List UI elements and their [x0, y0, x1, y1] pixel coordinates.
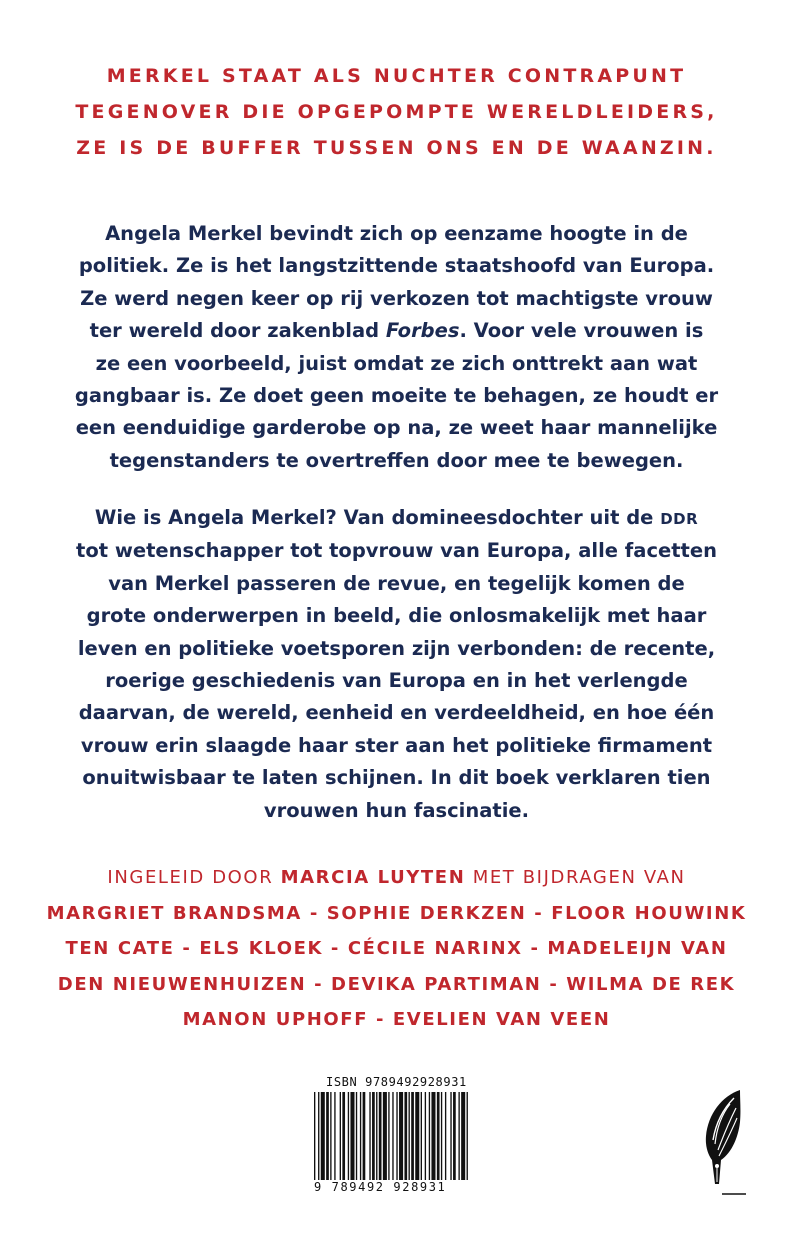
text-line: gangbaar is. Ze doet geen moeite te behagen, ze houdt er	[74, 384, 719, 408]
text-line: vrouwen hun fascinatie.	[263, 798, 530, 822]
barcode-digits: 9 789492 928931	[314, 1180, 447, 1194]
magazine-title: Forbes	[385, 319, 460, 343]
text-segment: . Voor vele vrouwen is	[459, 319, 704, 343]
text-line: roerige geschiedenis van Europa en in het verlengde	[105, 669, 688, 693]
text-line: vrouw erin slaagde haar ster aan het politieke firmament	[80, 733, 713, 757]
pull-quote-line: ZE IS DE BUFFER TUSSEN ONS EN DE WAANZIN.	[76, 137, 717, 159]
text-line	[0, 502, 793, 535]
text-line: politiek. Ze is het langstzittende staatshoofd van Europa.	[78, 254, 715, 278]
text-line: ze een voorbeeld, juist omdat ze zich onttrekt aan wat	[95, 351, 698, 375]
text-line: tot wetenschapper tot topvrouw van Europa, alle facetten	[76, 539, 717, 563]
blurb-paragraph-1	[0, 218, 793, 477]
contributors-line: TEN CATE - ELS KLOEK - CÉCILE NARINX - MADELEIJN VAN	[65, 938, 728, 959]
contributors-credits	[0, 860, 793, 1038]
text-line: tegenstanders te overtreffen door mee te bewegen.	[109, 448, 684, 472]
text-line: een eenduidige garderobe op na, ze weet haar mannelijke	[75, 416, 718, 440]
contributors-line: MANON UPHOFF - EVELIEN VAN VEEN	[182, 1009, 611, 1030]
text-line: van Merkel passeren de revue, en tegelijk komen de	[108, 571, 685, 595]
pull-quote-line: TEGENOVER DIE OPGEPOMPTE WERELDLEIDERS,	[75, 101, 718, 123]
credits-intro-text: MET BIJDRAGEN VAN	[465, 867, 686, 888]
credits-intro-line	[0, 860, 793, 896]
isbn-barcode	[310, 1078, 472, 1196]
credits-intro-text: INGELEID DOOR	[107, 867, 281, 888]
text-segment: ter wereld door zakenblad	[89, 319, 386, 343]
text-line	[0, 315, 793, 347]
blurb-paragraph-2	[0, 502, 793, 827]
quill-pen-nib-icon	[700, 1088, 750, 1198]
text-line: Ze werd negen keer op rij verkozen tot machtigste vrouw	[80, 286, 713, 310]
isbn-label: ISBN 9789492928931	[326, 1075, 467, 1089]
pull-quote	[0, 58, 793, 166]
text-segment: Wie is Angela Merkel? Van domineesdochter uit de	[94, 506, 661, 529]
contributors-line: MARGRIET BRANDSMA - SOPHIE DERKZEN - FLOOR HOUWINK	[46, 902, 747, 924]
ddr-abbreviation: DDR	[660, 510, 699, 528]
text-line: daarvan, de wereld, eenheid en verdeeldheid, en hoe één	[78, 701, 715, 725]
text-line: grote onderwerpen in beeld, die onlosmakelijk met haar	[86, 604, 707, 628]
text-line: onuitwisbaar te laten schijnen. In dit boek verklaren tien	[82, 766, 711, 790]
contributors-line: DEN NIEUWENHUIZEN - DEVIKA PARTIMAN - WILMA DE REK	[57, 973, 736, 995]
editor-name: MARCIA LUYTEN	[280, 867, 466, 888]
text-line: Angela Merkel bevindt zich op eenzame hoogte in de	[105, 222, 688, 245]
pull-quote-line: MERKEL STAAT ALS NUCHTER CONTRAPUNT	[106, 65, 687, 87]
text-line: leven en politieke voetsporen zijn verbonden: de recente,	[77, 636, 716, 660]
